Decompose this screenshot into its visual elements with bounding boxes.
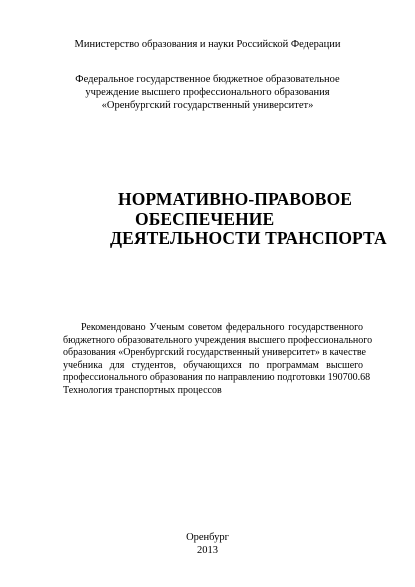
recommendation-line: Технология транспортных процессов bbox=[63, 384, 222, 396]
title-line: ДЕЯТЕЛЬНОСТИ ТРАНСПОРТА bbox=[110, 228, 387, 248]
institution-name bbox=[0, 73, 415, 112]
recommendation-paragraph bbox=[63, 322, 373, 398]
institution-line: «Оренбургский государственный университет» bbox=[101, 100, 314, 111]
recommendation-line: профессионального образования по направлению подготовки 190700.68 bbox=[63, 372, 371, 384]
publication-city: Оренбург bbox=[186, 532, 229, 543]
publication-year: 2013 bbox=[197, 545, 218, 556]
recommendation-line: бюджетного образовательного учреждения высшего профессионального bbox=[63, 334, 373, 346]
document-title bbox=[110, 189, 387, 249]
recommendation-line: Рекомендовано Ученым советом федерального государственного bbox=[81, 322, 363, 333]
institution-line: учреждение высшего профессионального образования bbox=[85, 87, 330, 98]
title-line: ОБЕСПЕЧЕНИЕ bbox=[135, 208, 275, 229]
institution-line: Федеральное государственное бюджетное образовательное bbox=[75, 74, 340, 85]
recommendation-line: образования «Оренбургский государственный университет» в качестве bbox=[63, 347, 366, 359]
ministry-name: Министерство образования и науки Российской Федерации bbox=[74, 39, 341, 50]
recommendation-line: учебника для студентов, обучающихся по программам высшего bbox=[63, 359, 363, 371]
title-line: НОРМАТИВНО-ПРАВОВОЕ bbox=[118, 189, 353, 209]
